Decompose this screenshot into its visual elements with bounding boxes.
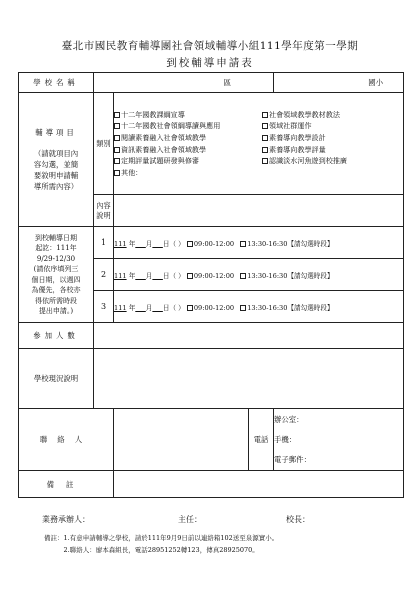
weekday-paren: （ ） (169, 239, 185, 248)
year-mark: 年 (128, 271, 136, 280)
form-title: 臺北市國民教育輔導團社會領域輔導小組111學年度第一學期 (61, 40, 359, 52)
school-name-row (19, 73, 404, 93)
schedule-label-line: 得依所需時段 (35, 296, 77, 305)
am-checkbox[interactable] (187, 241, 193, 247)
email-field[interactable]: 電子郵件： (274, 454, 311, 464)
am-time: 09:00-12:00 (193, 271, 235, 280)
schedule-label-line: 9/29-12/30 (36, 254, 76, 263)
slot-1 (114, 227, 404, 259)
month-mark: 月 (145, 239, 153, 248)
day-mark: 日 (162, 303, 170, 312)
mobile-field[interactable]: 手機： (274, 434, 297, 444)
schedule-label-line: 起訖：111年 (35, 244, 77, 252)
checkbox[interactable] (262, 123, 268, 129)
principal-signature[interactable]: 校長： (286, 515, 310, 524)
school-district-field[interactable] (94, 73, 274, 93)
footnotes (44, 532, 278, 556)
option-label: 資訊素養融入社會領域教學 (121, 144, 207, 154)
checkbox[interactable] (114, 135, 120, 141)
slot-year[interactable]: 111 (114, 239, 127, 248)
option-label: 認識淡水河魚遊到校推廣 (269, 156, 348, 166)
status-field[interactable] (94, 349, 404, 409)
level-text: 國小 (368, 78, 383, 87)
schedule-label-cell (19, 227, 94, 323)
note-1: 備註：1.有意申請輔導之學校，請於111年9月9日前以連絡箱102送至泉源實小。 (44, 534, 279, 542)
day-blank[interactable] (152, 304, 162, 312)
pm-time: 13:30-16:30 (247, 303, 288, 312)
checkbox[interactable] (262, 158, 268, 164)
option-label: 十二年國教課綱宣導 (121, 109, 185, 119)
remarks-label: 備註 (19, 471, 114, 498)
items-row (19, 93, 404, 195)
option-label: 素養導向教學設計 (269, 132, 326, 142)
option-label: 領域社群運作 (269, 121, 312, 131)
pm-time: 13:30-16:30 (247, 271, 288, 280)
district-text: 區 (223, 78, 231, 87)
application-table (18, 72, 404, 498)
checkbox[interactable] (262, 135, 268, 141)
status-label: 學校現況說明 (19, 349, 94, 409)
month-blank[interactable] (135, 240, 145, 248)
remarks-field[interactable] (114, 471, 404, 498)
phone-label-cell (248, 409, 273, 470)
schedule-label-line: (請依序填列三 (33, 265, 79, 273)
contact-name-field[interactable] (114, 409, 274, 471)
option-label: 定期評量試題研發與修審 (121, 156, 200, 166)
weekday-paren: （ ） (169, 271, 185, 280)
am-time: 09:00-12:00 (193, 239, 235, 248)
year-mark: 年 (128, 239, 136, 248)
slot-number: 1 (94, 227, 114, 259)
slot-year[interactable]: 111 (114, 303, 127, 312)
school-level-field[interactable] (274, 73, 404, 93)
contact-label: 聯絡人 (19, 409, 114, 471)
year-mark: 年 (128, 303, 136, 312)
checkbox[interactable] (114, 158, 120, 164)
pm-checkbox[interactable] (240, 241, 246, 247)
schedule-label-line: 提出申請。) (38, 307, 74, 315)
slot-note: 【請勾選時段】 (287, 303, 334, 312)
participants-field[interactable] (94, 323, 404, 349)
handler-signature[interactable]: 業務承辦人： (42, 515, 90, 524)
participants-row (19, 323, 404, 349)
option-label: 閱讀素養融入社會領域教學 (121, 132, 207, 142)
items-note-1: （請就項目內 (33, 149, 79, 158)
items-note-2: 容勾選，並簡 (33, 160, 79, 169)
month-blank[interactable] (135, 304, 145, 312)
pm-time: 13:30-16:30 (247, 239, 288, 248)
contact-row (19, 409, 404, 471)
am-time: 09:00-12:00 (193, 303, 235, 312)
office-phone-field[interactable]: 辦公室： (274, 414, 304, 424)
phone-fields (274, 409, 404, 471)
checkbox[interactable] (262, 112, 268, 118)
option-label: 十二年國教社會領綱導讀與應用 (121, 121, 221, 131)
content-label: 內容說明 (94, 195, 114, 227)
option-label: 社會領域教學教材教法 (269, 109, 340, 119)
note-2: 2.聯絡人：廖本森組長，電話28951252轉123，傳真28925070。 (44, 546, 259, 554)
pm-checkbox[interactable] (240, 305, 246, 311)
am-checkbox[interactable] (187, 273, 193, 279)
checkbox[interactable] (114, 112, 120, 118)
month-mark: 月 (145, 303, 153, 312)
slot-number: 3 (94, 291, 114, 323)
day-blank[interactable] (152, 240, 162, 248)
items-label-cell (19, 93, 94, 227)
slot-note: 【請勾選時段】 (287, 239, 334, 248)
schedule-label-line: 個日期，以週四 (31, 275, 81, 284)
slot-2 (114, 259, 404, 291)
day-blank[interactable] (152, 272, 162, 280)
month-blank[interactable] (135, 272, 145, 280)
form-subtitle: 到校輔導申請表 (166, 57, 254, 69)
weekday-paren: （ ） (169, 303, 185, 312)
day-mark: 日 (162, 239, 170, 248)
school-name-label: 學校名稱 (19, 73, 94, 93)
category-label: 類別 (94, 93, 114, 195)
category-options (114, 93, 404, 195)
schedule-row-1 (19, 227, 404, 259)
checkbox[interactable] (114, 147, 120, 153)
items-note-4: 導所需內容） (33, 182, 79, 191)
checkbox[interactable] (262, 147, 268, 153)
am-checkbox[interactable] (187, 305, 193, 311)
status-row (19, 349, 404, 409)
slot-number: 2 (94, 259, 114, 291)
remarks-row (19, 471, 404, 498)
option-label: 其他： (121, 167, 143, 177)
slot-year[interactable]: 111 (114, 271, 127, 280)
participants-label: 參加人數 (19, 323, 94, 349)
day-mark: 日 (162, 271, 170, 280)
option-label: 素養導向教學評量 (269, 144, 326, 154)
schedule-label-line: 到校輔導日期 (35, 233, 77, 242)
items-label: 輔導項目 (35, 128, 77, 137)
items-note-3: 要敘明申請輔 (33, 171, 79, 180)
checkbox[interactable] (114, 170, 120, 176)
slot-3 (114, 291, 404, 323)
checkbox[interactable] (114, 123, 120, 129)
pm-checkbox[interactable] (240, 273, 246, 279)
director-signature[interactable]: 主任： (178, 515, 202, 524)
phone-label: 電話 (253, 435, 269, 444)
schedule-label-line: 為優先，各校亦 (31, 286, 81, 294)
content-field[interactable] (114, 195, 404, 227)
month-mark: 月 (145, 271, 153, 280)
slot-note: 【請勾選時段】 (287, 271, 334, 280)
